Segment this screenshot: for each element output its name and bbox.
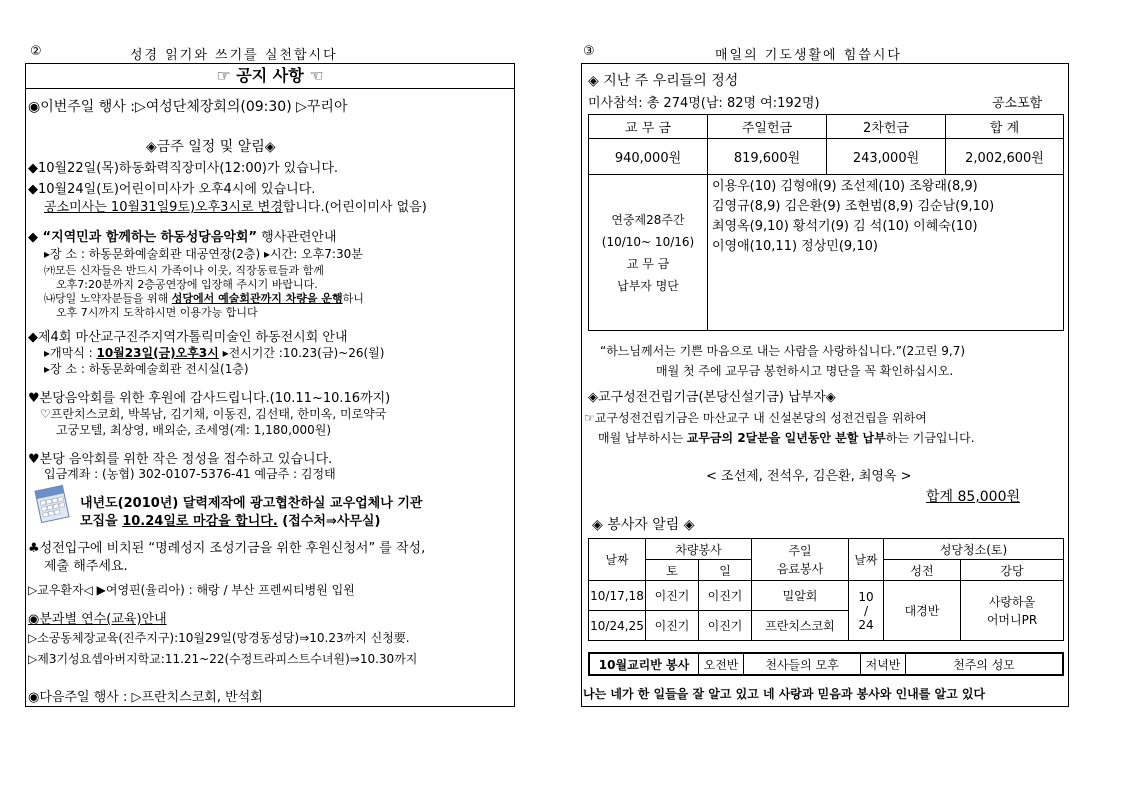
building-fund-desc-2b: 교무금의 2달분을 일년동안 분할 납부 <box>686 431 886 445</box>
exhibition-opening-pre: ▸개막식 : <box>44 346 97 360</box>
vol-row-drink: 밀알회 <box>752 581 849 611</box>
volunteer-title: ◈ 봉사자 알림 ◈ <box>592 517 695 533</box>
vol-row-sun: 이진기 <box>699 581 752 611</box>
footer-verse: 나는 네가 한 일들을 잘 알고 있고 네 사랑과 믿음과 봉사와 인내를 알고 있다 <box>583 687 986 701</box>
offering-header-tithe: 교 무 금 <box>589 115 708 139</box>
payer-line: 이용우(10) 김형애(9) 조선제(10) 조왕래(8,9) <box>712 179 978 194</box>
calendar-notice-2-post: (접수처⇒사무실) <box>277 514 381 529</box>
payer-list-cell <box>708 175 1064 331</box>
notice-2b-underlined: 공소미사는 10월31일9토)오후3시로 변경 <box>44 200 283 215</box>
education-2: ▷제3기성요셉아버지학교:11.21~22(수정트라피스트수녀원)⇒10.30까지 <box>28 652 418 666</box>
thanks-list-1: ♡프란치스코회, 박복남, 김기채, 이동진, 김선태, 한미옥, 미로약국 <box>40 407 387 421</box>
vol-row-date: 10/24,25 <box>589 611 646 641</box>
vol-clean-date-3: 24 <box>858 617 874 632</box>
legion-am-value: 천사들의 모후 <box>744 653 861 675</box>
vol-header-hall: 강당 <box>961 560 1064 581</box>
concert-place: ▸장 소 : 하동문화예술회관 대공연장(2층) ▸시간: 오후7:30분 <box>44 247 363 261</box>
building-fund-desc-1: ☞교구성전건립기금은 마산교구 내 신설본당의 성전건립을 위하여 <box>584 411 927 425</box>
notice-2b-rest: 합니다.(어린이미사 없음) <box>282 200 427 215</box>
education-title: ◉분과별 연수(교육)안내 <box>28 612 167 627</box>
thanks-title: ♥본당음악회를 위한 후원에 감사드립니다.(10.11~10.16까지) <box>28 391 391 406</box>
notice-1: ◆10월22일(목)하동화력직장미사(12:00)가 있습니다. <box>28 161 339 176</box>
vol-header-vehicle: 차량봉사 <box>646 539 752 560</box>
vol-header-sat: 토 <box>646 560 699 581</box>
exhibition-opening-date: 10월23일(금)오후3시 <box>96 346 219 360</box>
attendance-note: 공소포함 <box>992 96 1043 111</box>
offering-header-total: 합 계 <box>946 115 1064 139</box>
vol-header-sun: 일 <box>699 560 752 581</box>
exhibition-opening <box>44 344 384 361</box>
building-fund-names: < 조선제, 전석우, 김은환, 최영옥 > <box>706 469 912 484</box>
payer-line: 이영애(10,11) 정상민(9,10) <box>712 239 878 254</box>
concert-note-na1-post: 하니 <box>342 292 364 305</box>
payer-label-cell <box>589 175 708 331</box>
payer-label-range: (10/10~ 10/16) <box>601 234 695 249</box>
vol-clean-date-1: 10 <box>858 589 874 604</box>
thanks-list-2: 고궁모텔, 최상영, 배외순, 조세영(계: 1,180,000원) <box>56 423 332 437</box>
offering-value-sunday: 819,600원 <box>708 139 827 175</box>
right-page-header: 매일의 기도생활에 힘씁시다 <box>715 48 902 63</box>
right-page-number: ③ <box>583 44 595 59</box>
shrine-fund-2: 제출 해주세요. <box>44 559 128 574</box>
exhibition-title: ◆제4회 마산교구진주지역가톨릭미술인 하동전시회 안내 <box>28 330 348 345</box>
notice-3-title <box>28 226 337 245</box>
concert-note-ga1: ㈎모든 신자들은 반드시 가족이나 이웃, 직장동료들과 함께 <box>44 264 324 277</box>
volunteer-table <box>588 538 1064 641</box>
payer-line: 김영규(8,9) 김은환(9) 조현범(8,9) 김순남(9,10) <box>712 199 995 214</box>
concert-note-na2: 오후 7시까지 도착하시면 이용가능 합니다 <box>56 306 258 319</box>
calendar-notice-2 <box>80 510 380 529</box>
left-page-header: 성경 읽기와 쓰기를 실천합시다 <box>130 48 338 63</box>
notice-2b <box>44 196 427 215</box>
notice-2a: ◆10월24일(토)어린이미사가 오후4시에 있습니다. <box>28 182 316 197</box>
payer-line: 최영옥(9,10) 황석기(9) 김 석(10) 이혜숙(10) <box>712 219 978 234</box>
offering-table <box>588 114 1064 331</box>
this-week-events: ◉이번주일 행사 :▷여성단체장회의(09:30) ▷꾸리아 <box>28 99 348 115</box>
building-fund-desc-2 <box>598 429 975 446</box>
patient-notice: ▷교우환자◁ ▶여영핀(율리아) : 해랑 / 부산 프렌씨티병원 입원 <box>28 583 355 597</box>
vol-header-drink-a: 주일 <box>788 543 812 558</box>
attendance: 미사참석: 총 274명(남: 82명 여:192명) <box>588 96 820 111</box>
concert-note-ga2: 오후7:20분까지 2층공연장에 입장해 주시기 바랍니다. <box>56 278 318 291</box>
legion-table <box>588 652 1064 676</box>
calendar-notice-2-pre: 모집을 <box>80 514 123 529</box>
legion-pm-label: 저녁반 <box>861 653 906 675</box>
vol-clean-hall <box>961 581 1064 641</box>
next-week-events: ◉다음주일 행사 : ▷프란치스코회, 반석회 <box>28 690 263 705</box>
vol-row-drink: 프란치스코회 <box>752 611 849 641</box>
concert-title-suffix: 행사관련안내 <box>257 230 337 245</box>
tithe-reminder: 매월 첫 주에 교무금 봉헌하시고 명단을 꼭 확인하십시오. <box>656 364 954 378</box>
calendar-icon <box>32 482 74 524</box>
calendar-notice-deadline: 10.24일로 마감을 합니다. <box>122 514 278 529</box>
schedule-title: ◈금주 일정 및 알림◈ <box>146 139 276 155</box>
vol-header-sanctuary: 성전 <box>884 560 961 581</box>
offering-value-second: 243,000원 <box>827 139 946 175</box>
vol-clean-sanctuary: 대경반 <box>884 581 961 641</box>
exhibition-opening-post: ▸전시기간 :10.23(금)~26(월) <box>218 346 385 360</box>
concert-note-na1-underlined: 성당에서 예술회관까지 차량을 운행 <box>171 292 343 305</box>
building-fund-desc-2c: 하는 기금입니다. <box>885 431 975 445</box>
legion-am-label: 오전반 <box>699 653 744 675</box>
building-fund-total: 합계 85,000원 <box>926 489 1021 505</box>
scripture-quote: “하느님께서는 기쁜 마음으로 내는 사람을 사랑하십니다.”(2고린 9,7) <box>600 344 966 358</box>
exhibition-place: ▸장 소 : 하동문화예술회관 전시실(1층) <box>44 362 249 376</box>
vol-clean-hall-2: 어머니PR <box>986 612 1038 627</box>
building-fund-desc-2a: 매월 납부하시는 <box>598 431 687 445</box>
payer-label-tithe: 교 무 금 <box>626 256 670 271</box>
vol-row-sat: 이진기 <box>646 611 699 641</box>
offering-header-sunday: 주일헌금 <box>708 115 827 139</box>
donation-account: 입금계좌 : (농협) 302-0107-5376-41 예금주 : 김정태 <box>44 467 336 481</box>
legion-title: 10월교리반 봉사 <box>589 653 699 675</box>
calendar-notice-1: 내년도(2010년) 달력제작에 광고협찬하실 교우업체나 기관 <box>80 496 423 511</box>
vol-clean-date <box>849 581 884 641</box>
offering-header-second: 2차헌금 <box>827 115 946 139</box>
vol-header-clean: 성당청소(토) <box>884 539 1064 560</box>
offering-value-tithe: 940,000원 <box>589 139 708 175</box>
vol-row-sun: 이진기 <box>699 611 752 641</box>
notice-title: ☞ 공지 사항 ☜ <box>26 64 514 89</box>
right-panel <box>581 63 1069 707</box>
vol-clean-hall-1: 사랑하올 <box>988 594 1036 609</box>
vol-header-drink-b: 음료봉사 <box>776 561 824 576</box>
vol-header-date: 날짜 <box>589 539 646 581</box>
concert-title: ◆ “지역민과 함께하는 하동성당음악회” <box>28 230 258 245</box>
education-1: ▷소공동체장교육(진주지구):10월29일(망경동성당)⇒10.23까지 신청要. <box>28 631 410 645</box>
offering-title: ◈ 지난 주 우리들의 정성 <box>588 73 739 89</box>
building-fund-title: ◈교구성전건립기금(본당신설기금) 납부자◈ <box>588 390 836 405</box>
vol-row-sat: 이진기 <box>646 581 699 611</box>
left-page-number: ② <box>30 44 42 59</box>
concert-note-na1-pre: ㈏당일 노약자분들을 위해 <box>44 292 172 305</box>
payer-label-week: 연중제28주간 <box>611 212 685 227</box>
payer-label-list: 납부자 명단 <box>617 278 679 293</box>
vol-row-date: 10/17,18 <box>589 581 646 611</box>
donation-title: ♥본당 음악회를 위한 작은 정성을 접수하고 있습니다. <box>28 452 333 467</box>
vol-header-date2: 날짜 <box>849 539 884 581</box>
legion-pm-value: 천주의 성모 <box>906 653 1064 675</box>
vol-header-drink <box>752 539 849 581</box>
shrine-fund-1: ♣성전입구에 비치된 “명례성지 조성기금을 위한 후원신청서” 를 작성, <box>28 541 426 556</box>
offering-value-total: 2,002,600원 <box>946 139 1064 175</box>
vol-clean-date-2: / <box>863 603 869 618</box>
left-notice-panel <box>25 63 515 707</box>
